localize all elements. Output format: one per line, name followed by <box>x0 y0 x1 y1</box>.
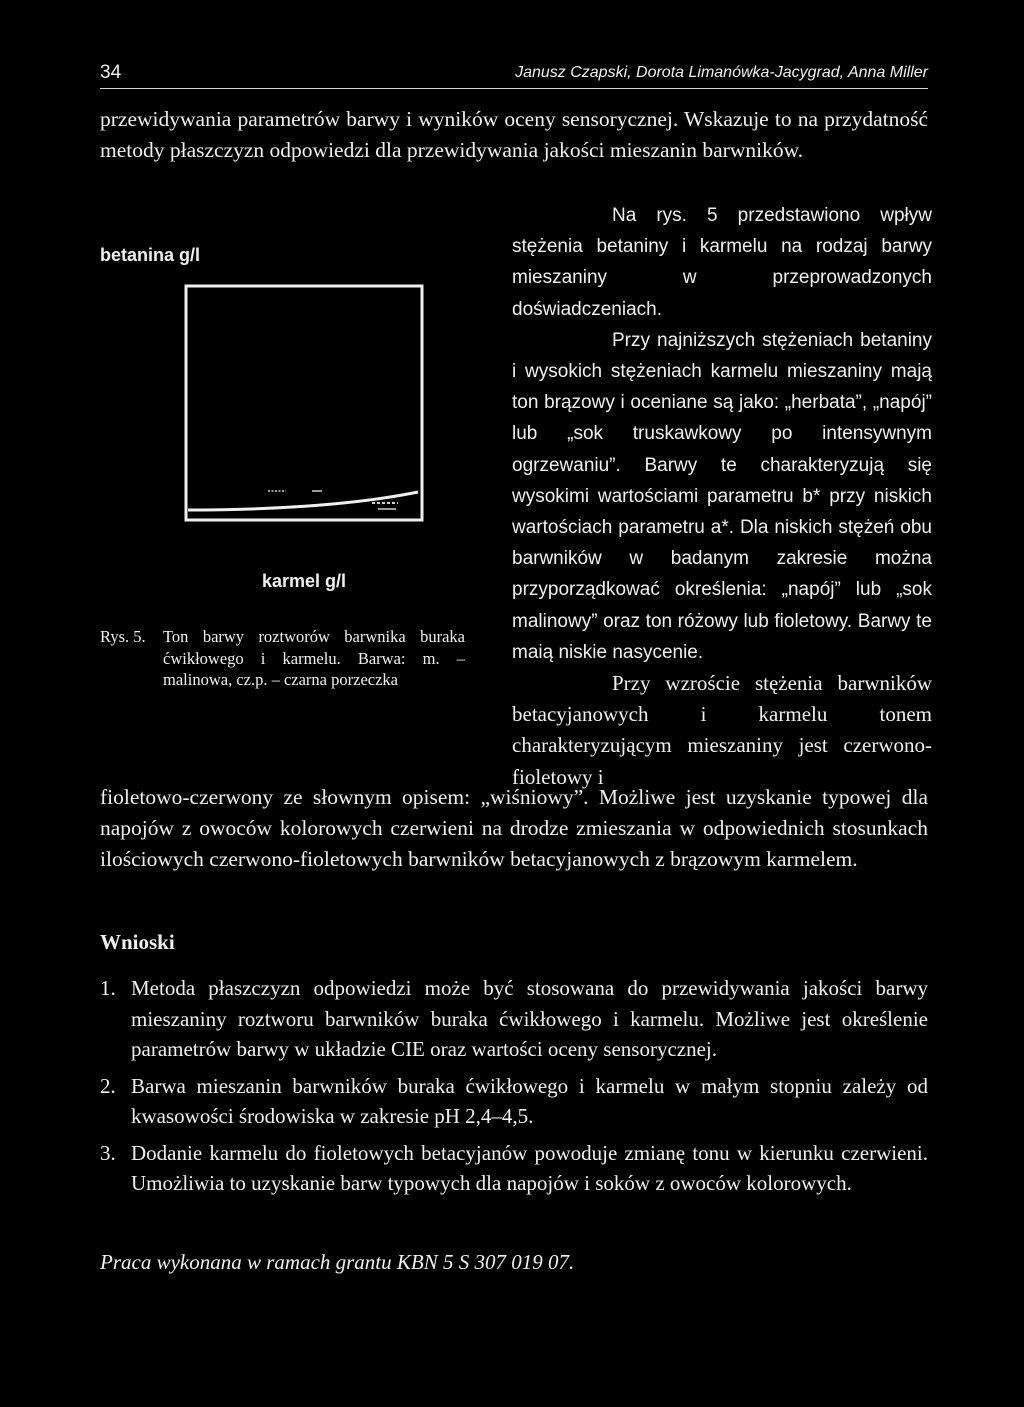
page-number: 34 <box>100 62 122 83</box>
conclusions-list <box>100 973 928 1205</box>
conclusion-number: 1. <box>100 976 116 1000</box>
intro-text: przewidywania parametrów barwy i wyników oceny sensorycznej. Wskazuje to na przydatność metody płaszczyzn odpowiedzi dla przewidywania jakości mieszanin barwników. <box>100 107 928 163</box>
figure-y-label: betanina g/l <box>100 245 201 265</box>
contour-line <box>188 492 418 510</box>
figure-caption-number: Rys. 5. <box>100 627 146 646</box>
figure-x-label: karmel g/l <box>262 571 347 591</box>
intro-paragraph <box>100 104 928 166</box>
figure-plot <box>180 278 430 530</box>
conclusion-text: Dodanie karmelu do fioletowych betacyjanów powoduje zmianę tonu w kierunku czerwieni. Umożliwia to uzyskanie barw typowych dla napojów i soków z owoców kolorowych. <box>131 1140 928 1195</box>
conclusion-item <box>100 1071 928 1132</box>
paragraph-fig-ref: Na rys. 5 przedstawiono wpływ stężenia betaniny i karmelu na rodzaj barwy mieszaniny w przeprowadzonych doświadczeniach. <box>512 205 932 320</box>
figure-caption: Ton barwy roztworów barwnika buraka ćwikłowego i karmelu. Barwa: m. – malinowa, cz.p. – czarna porzeczka <box>163 627 465 689</box>
paragraph-high-concentrations: Przy wzroście stężenia barwników betacyjanowych i karmelu tonem charakteryzującym mieszaniny jest czerwono-fioletowy i <box>512 671 932 789</box>
grant-footnote: Praca wykonana w ramach grantu KBN 5 S 307 019 07. <box>100 1250 575 1274</box>
section-heading-conclusions: Wnioski <box>100 930 175 954</box>
running-header-authors: Janusz Czapski, Dorota Limanówka-Jacygrad, Anna Miller <box>515 64 928 81</box>
conclusion-number: 2. <box>100 1073 116 1098</box>
paragraph-low-concentrations: Przy najniższych stężeniach betaniny i wysokich stężeniach karmelu mieszaniny mają ton brązowy i oceniane są jako: „herbata”, „napój” lub „sok truskawkowy po intensywnym ogrzewaniu”. Barwy te charakteryzują się wysokimi wartościami parametru b* przy niskich wartościach parametru a*. Dla niskich stężeń obu barwników w badanym zakresie można przyporządkować określenia: „napój” lub „sok malinowy” oraz ton różowy lub fioletowy. Barwy te maią niskie nasycenie. <box>512 329 932 663</box>
running-header <box>100 62 928 89</box>
conclusion-text: Barwa mieszanin barwników buraka ćwikłowego i karmelu w małym stopniu zależy od kwasowości środowiska w zakresie pH 2,4–4,5. <box>131 1073 928 1128</box>
conclusion-text: Metoda płaszczyzn odpowiedzi może być stosowana do przewidywania jakości barwy mieszaniny roztworu barwników buraka ćwikłowego i karmelu. Możliwe jest określenie parametrów barwy w układzie CIE oraz wartości oceny sensorycznej. <box>131 976 928 1061</box>
conclusion-item <box>100 1138 928 1199</box>
right-column <box>512 200 932 793</box>
continuation-text: fioletowo-czerwony ze słownym opisem: „wiśniowy”. Możliwe jest uzyskanie typowej dla napojów z owoców kolorowych czerwieni na drodze zmieszania w odpowiednich stosunkach ilościowych czerwono-fioletowych barwników betacyjanowych z brązowym karmelem. <box>100 785 928 872</box>
plot-frame <box>186 286 422 520</box>
continuation-paragraph <box>100 782 928 876</box>
conclusion-number: 3. <box>100 1140 116 1165</box>
conclusion-item <box>100 973 928 1065</box>
